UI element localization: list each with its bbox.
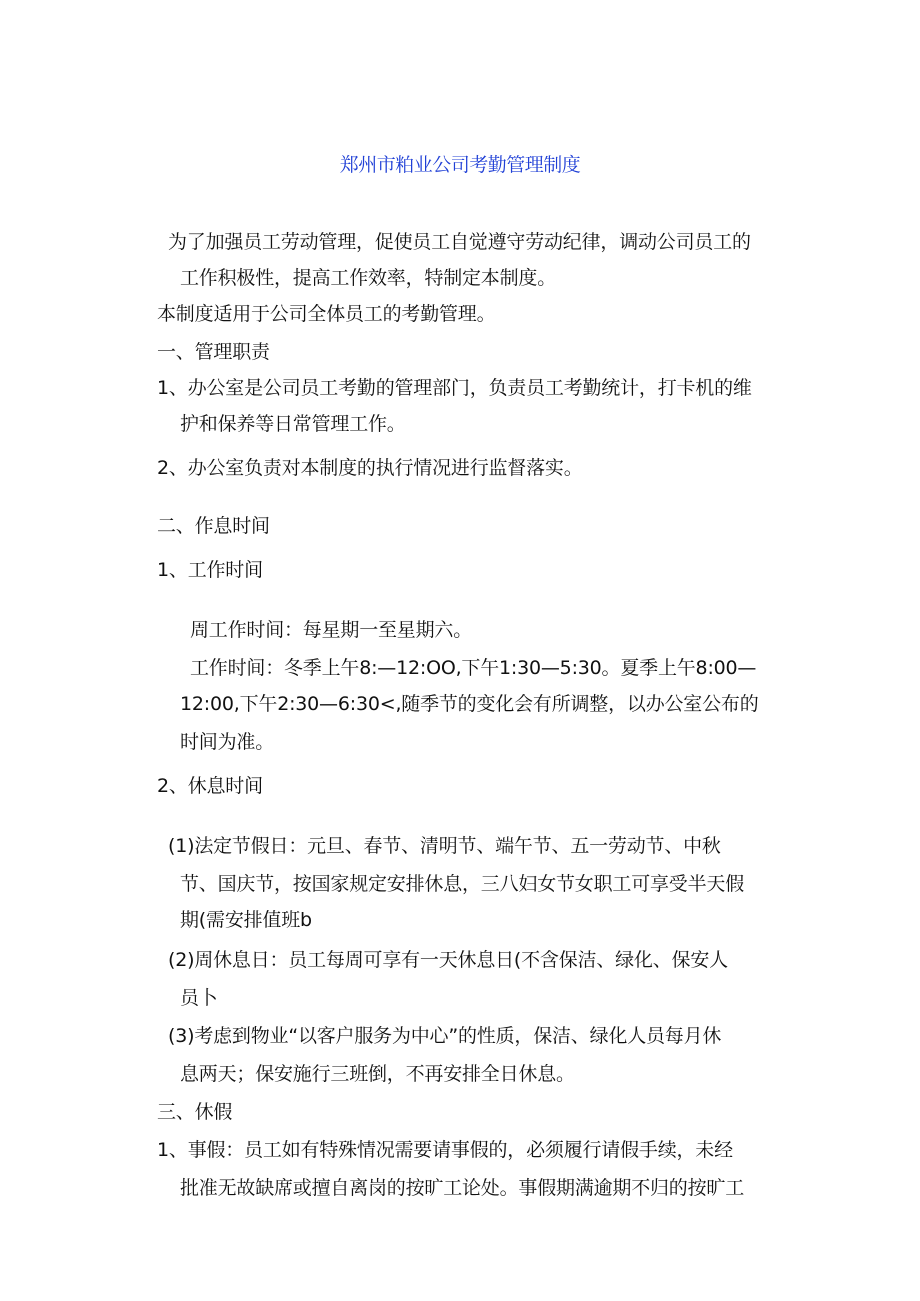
text-line: 时间为准。 <box>180 731 275 753</box>
text-line: 2、办公室负责对本制度的执行情况进行监督落实。 <box>157 457 583 479</box>
text-line: 节、国庆节，按国家规定安排休息，三八妇女节女职工可享受半天假 <box>180 873 745 895</box>
text-line: 息两天；保安施行三班倒，不再安排全日休息。 <box>180 1063 575 1085</box>
text-line: 工作时间：冬季上午8:—12:OO,下午1:30—5:30。夏季上午8:00— <box>190 657 757 679</box>
text-line: 期(需安排值班b <box>180 909 312 931</box>
text-line: (2)周休息日：员工每周可享有一天休息日(不含保洁、绿化、保安人 <box>168 949 728 971</box>
text-line: (1)法定节假日：元旦、春节、清明节、端午节、五一劳动节、中秋 <box>168 835 721 857</box>
text-line: 1、工作时间 <box>157 559 263 581</box>
text-line: 1、事假：员工如有特殊情况需要请事假的，必须履行请假手续，未经 <box>157 1139 733 1161</box>
text-line: 工作积极性，提高工作效率，特制定本制度。 <box>180 267 557 289</box>
document-title: 郑州市粕业公司考勤管理制度 <box>339 154 581 176</box>
text-line: 员卜 <box>180 987 218 1009</box>
text-line: 一、管理职责 <box>157 341 270 363</box>
text-line: 1、办公室是公司员工考勤的管理部门，负责员工考勤统计，打卡机的维 <box>157 377 752 399</box>
text-line: 批准无故缺席或擅自离岗的按旷工论处。事假期满逾期不归的按旷工 <box>180 1177 745 1199</box>
text-line: 二、作息时间 <box>157 515 270 537</box>
text-line: 周工作时间：每星期一至星期六。 <box>190 619 473 641</box>
text-line: 为了加强员工劳动管理，促使员工自觉遵守劳动纪律，调动公司员工的 <box>168 231 751 253</box>
text-line: 本制度适用于公司全体员工的考勤管理。 <box>157 303 496 325</box>
text-line: 护和保养等日常管理工作。 <box>180 413 406 435</box>
text-line: 12:00,下午2:30—6:30<,随季节的变化会有所调整，以办公室公布的 <box>180 693 759 715</box>
text-line: 2、休息时间 <box>157 775 263 797</box>
text-line: 三、休假 <box>157 1101 233 1123</box>
text-line: (3)考虑到物业“以客户服务为中心”的性质，保洁、绿化人员每月休 <box>168 1025 722 1047</box>
